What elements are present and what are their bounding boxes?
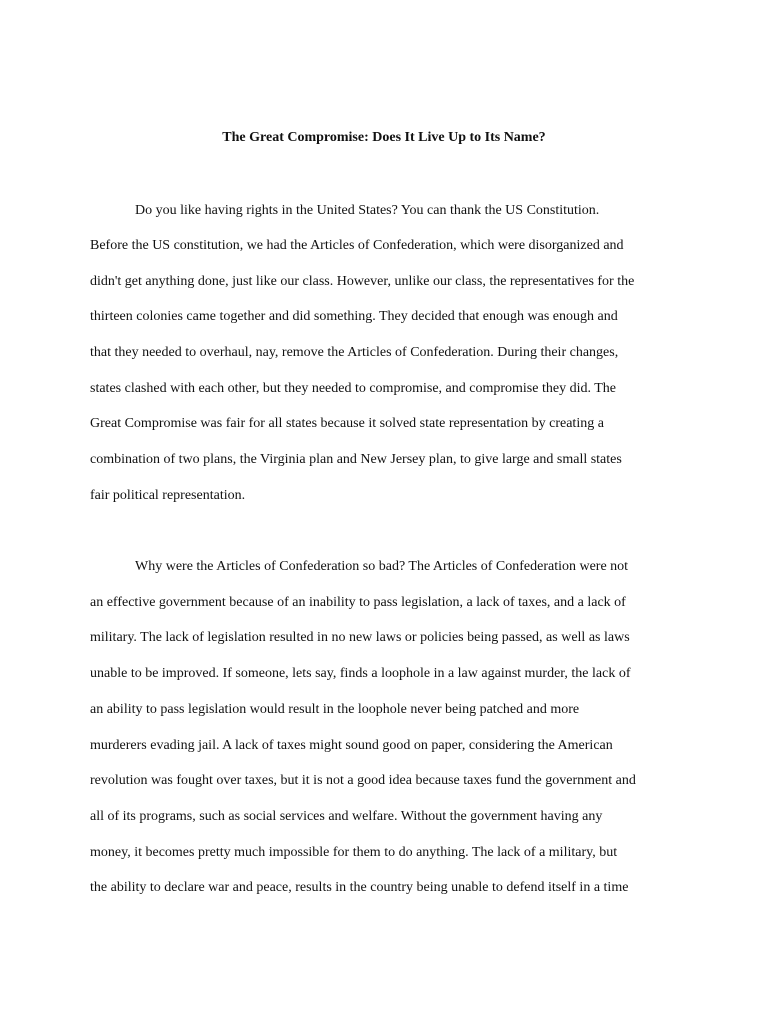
paragraph-1-line-2: Before the US constitution, we had the Articles of Confederation, which were disorganized and: [90, 238, 624, 253]
paragraph-2-line-9: money, it becomes pretty much impossible for them to do anything. The lack of a military, but: [90, 845, 618, 860]
paragraph-2-line-2: an effective government because of an inability to pass legislation, a lack of taxes, and a lack of: [90, 595, 626, 610]
paragraph-1-line-4: thirteen colonies came together and did something. They decided that enough was enough and: [90, 309, 618, 324]
paragraph-1-line-9: fair political representation.: [90, 488, 246, 503]
paragraph-2-line-5: an ability to pass legislation would result in the loophole never being patched and more: [90, 702, 580, 717]
document-title: The Great Compromise: Does It Live Up to Its Name?: [222, 130, 546, 145]
paragraph-2-line-3: military. The lack of legislation resulted in no new laws or policies being passed, as well as laws: [90, 630, 630, 645]
paragraph-1-line-1: Do you like having rights in the United States? You can thank the US Constitution.: [135, 203, 600, 218]
paragraph-2-line-4: unable to be improved. If someone, lets say, finds a loophole in a law against murder, the lack of: [90, 666, 631, 681]
paragraph-1-line-3: didn't get anything done, just like our class. However, unlike our class, the representatives for the: [90, 274, 635, 289]
paragraph-1-line-5: that they needed to overhaul, nay, remove the Articles of Confederation. During their changes,: [90, 345, 619, 360]
paragraph-2-line-7: revolution was fought over taxes, but it is not a good idea because taxes fund the government and: [90, 773, 636, 788]
paragraph-2-line-8: all of its programs, such as social services and welfare. Without the government having any: [90, 809, 603, 824]
paragraph-1-line-6: states clashed with each other, but they needed to compromise, and compromise they did. The: [90, 381, 616, 396]
paragraph-2-line-1: Why were the Articles of Confederation so bad? The Articles of Confederation were not: [135, 559, 629, 574]
paragraph-1-line-7: Great Compromise was fair for all states because it solved state representation by creating a: [90, 416, 604, 431]
paragraph-2-line-10: the ability to declare war and peace, results in the country being unable to defend itself in a time: [90, 880, 629, 895]
paragraph-1-line-8: combination of two plans, the Virginia plan and New Jersey plan, to give large and small states: [90, 452, 622, 467]
paragraph-2-line-6: murderers evading jail. A lack of taxes might sound good on paper, considering the American: [90, 738, 613, 753]
